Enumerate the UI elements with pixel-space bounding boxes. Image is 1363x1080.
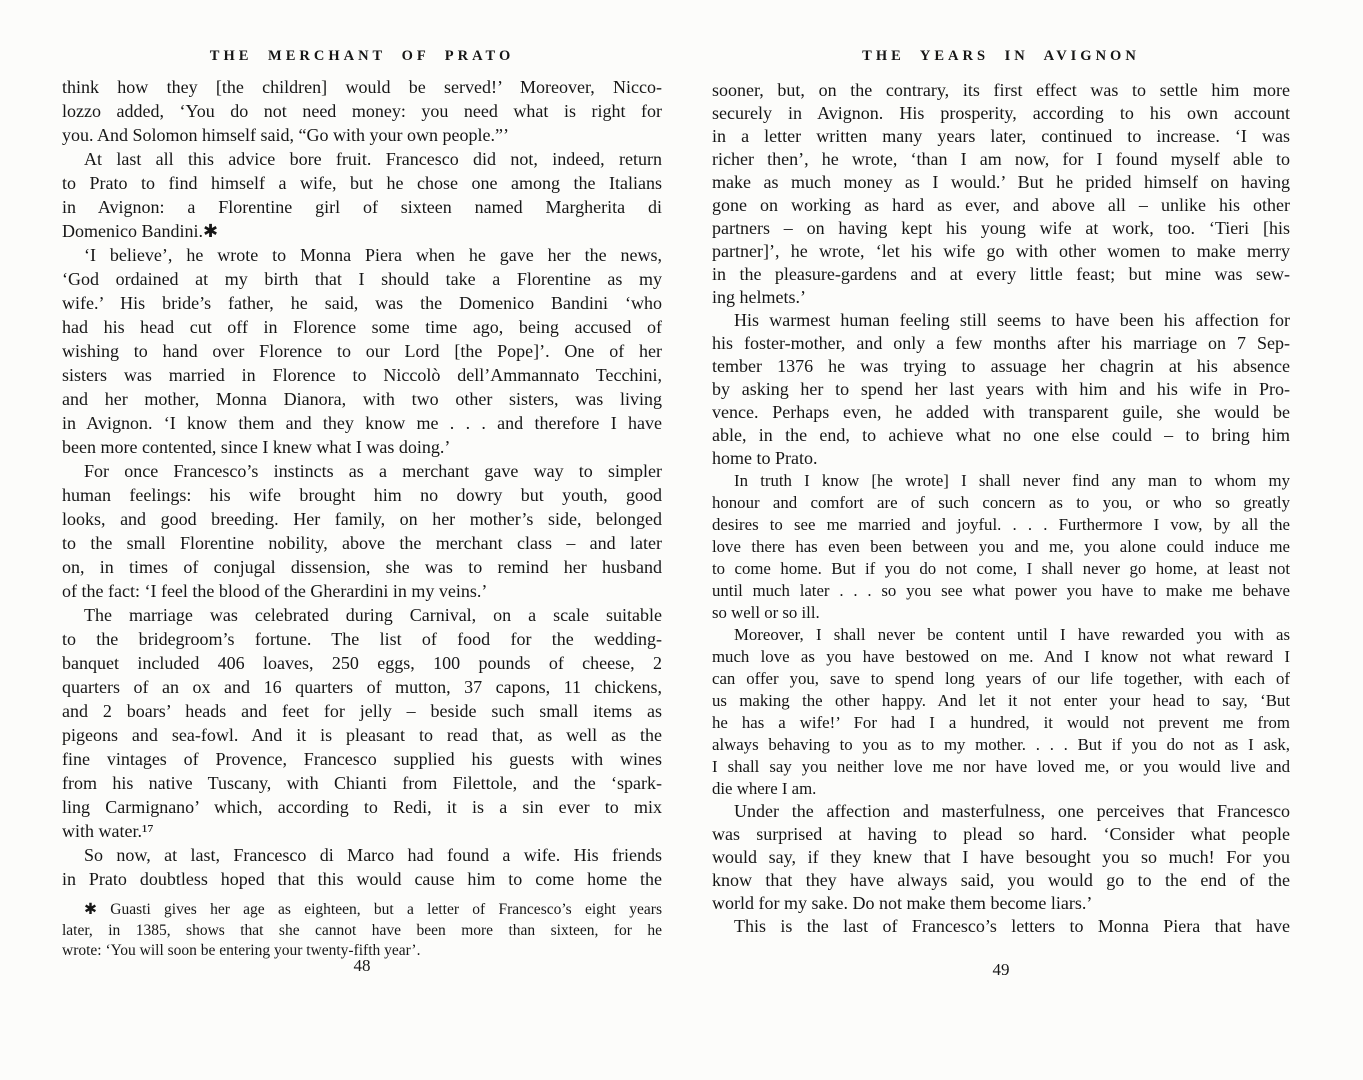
text-line: in a letter written many years later, continued to increase. ‘I was bbox=[712, 126, 1290, 146]
text-line: with water.¹⁷ bbox=[62, 821, 154, 841]
text-line: wife.’ His bride’s father, he said, was the Domenico Bandini ‘who bbox=[62, 293, 662, 313]
text-line: sisters was married in Florence to Niccolò dell’Ammannato Tecchini, bbox=[62, 365, 662, 385]
body-paragraph bbox=[62, 843, 662, 891]
footnote-paragraph bbox=[62, 900, 662, 962]
text-line: and 2 boars’ heads and feet for jelly – beside such small items as bbox=[62, 701, 662, 721]
text-line: make as much money as I would.’ But he prided himself on having bbox=[712, 172, 1290, 192]
text-line: would say, if they knew that I have besought you so much! For you bbox=[712, 847, 1290, 867]
text-line: think how they [the children] would be served!’ Moreover, Nicco- bbox=[62, 77, 662, 97]
text-line: wishing to hand over Florence to our Lord [the Pope]’. One of her bbox=[62, 341, 662, 361]
text-line: looks, and good breeding. Her family, on her mother’s side, belonged bbox=[62, 509, 662, 529]
body-paragraph bbox=[62, 603, 662, 843]
left-page-text bbox=[62, 75, 662, 891]
text-line: banquet included 406 loaves, 250 eggs, 100 pounds of cheese, 2 bbox=[62, 653, 662, 673]
text-line: securely in Avignon. His prosperity, according to his own account bbox=[712, 103, 1290, 123]
text-line: This is the last of Francesco’s letters to Monna Piera that have bbox=[734, 916, 1290, 936]
text-line: so well or so ill. bbox=[712, 603, 820, 622]
text-line: richer then’, he wrote, ‘than I am now, for I found myself able to bbox=[712, 149, 1290, 169]
text-line: tember 1376 he was trying to assuage her chagrin at his absence bbox=[712, 356, 1290, 376]
text-line: ing helmets.’ bbox=[712, 287, 806, 307]
body-paragraph bbox=[712, 915, 1290, 938]
text-line: I shall say you neither love me nor have loved me, or you would live and bbox=[712, 757, 1290, 776]
left-page-footnote bbox=[62, 900, 662, 962]
text-line: At last all this advice bore fruit. Francesco did not, indeed, return bbox=[84, 149, 662, 169]
text-line: pigeons and sea-fowl. And it is pleasant to read that, as well as the bbox=[62, 725, 662, 745]
text-line: of the fact: ‘I feel the blood of the Gherardini in my veins.’ bbox=[62, 581, 488, 601]
text-line: In truth I know [he wrote] I shall never find any man to whom my bbox=[734, 471, 1290, 490]
text-line: ‘I believe’, he wrote to Monna Piera when he gave her the news, bbox=[84, 245, 662, 265]
quoted-letter-paragraph bbox=[712, 470, 1290, 624]
text-line: had his head cut off in Florence some time ago, being accused of bbox=[62, 317, 662, 337]
text-line: ling Carmignano’ which, according to Redi, it is a sin ever to mix bbox=[62, 797, 662, 817]
text-line: and her mother, Monna Dianora, with two other sisters, was living bbox=[62, 389, 662, 409]
text-line: quarters of an ox and 16 quarters of mutton, 37 capons, 11 chickens, bbox=[62, 677, 662, 697]
text-line: he has a wife!’ For had I a hundred, it would not prevent me from bbox=[712, 713, 1290, 732]
text-line: in Prato doubtless hoped that this would cause him to come home the bbox=[62, 869, 662, 889]
text-line: desires to see me married and joyful. . . . Furthermore I vow, by all the bbox=[712, 515, 1290, 534]
text-line: always behaving to you as to my mother. . . . But if you do not as I ask, bbox=[712, 735, 1290, 754]
text-line: was surprised at having to plead so hard. ‘Consider what people bbox=[712, 824, 1290, 844]
text-line: For once Francesco’s instincts as a merchant gave way to simpler bbox=[84, 461, 662, 481]
text-line: Domenico Bandini.✱ bbox=[62, 221, 219, 241]
text-line: partners – on having kept his young wife at work, too. ‘Tieri [his bbox=[712, 218, 1290, 238]
right-page-number: 49 bbox=[992, 960, 1010, 979]
text-line: love there has even been between you and me, you alone could induce me bbox=[712, 537, 1290, 556]
text-line: partner]’, he wrote, ‘let his wife go with other women to make merry bbox=[712, 241, 1290, 261]
text-line: vence. Perhaps even, he added with transparent guile, she would be bbox=[712, 402, 1290, 422]
text-line: can offer you, save to spend long years of our life together, with each of bbox=[712, 669, 1290, 688]
left-page bbox=[62, 0, 662, 1080]
text-line: to come home. But if you do not come, I shall never go home, at least not bbox=[712, 559, 1290, 578]
text-line: to the small Florentine nobility, above the merchant class – and later bbox=[62, 533, 662, 553]
quoted-letter-paragraph bbox=[712, 624, 1290, 800]
body-paragraph bbox=[712, 309, 1290, 470]
text-line: know that they have always said, you would go to the end of the bbox=[712, 870, 1290, 890]
left-page-number: 48 bbox=[353, 956, 371, 975]
text-line: until much later . . . so you see what power you have to make me behave bbox=[712, 581, 1290, 600]
text-line: ‘God ordained at my birth that I should take a Florentine as my bbox=[62, 269, 662, 289]
text-line: to Prato to find himself a wife, but he chose one among the Italians bbox=[62, 173, 662, 193]
left-running-head: THE MERCHANT OF PRATO bbox=[209, 48, 515, 64]
text-line: in the pleasure-gardens and at every little feast; but mine was sew- bbox=[712, 264, 1290, 284]
text-line: So now, at last, Francesco di Marco had found a wife. His friends bbox=[84, 845, 662, 865]
text-line: in Avignon. ‘I know them and they know me . . . and therefore I have bbox=[62, 413, 662, 433]
text-line: on, in times of conjugal dissension, she was to remind her husband bbox=[62, 557, 662, 577]
text-line: to the bridegroom’s fortune. The list of food for the wedding- bbox=[62, 629, 662, 649]
text-line: Moreover, I shall never be content until I have rewarded you with as bbox=[734, 625, 1290, 644]
body-paragraph bbox=[712, 79, 1290, 309]
text-line: His warmest human feeling still seems to have been his affection for bbox=[734, 310, 1290, 330]
text-line: much love as you have bestowed on me. And I know not what reward I bbox=[712, 647, 1290, 666]
text-line: in Avignon: a Florentine girl of sixteen named Margherita di bbox=[62, 197, 662, 217]
body-paragraph bbox=[62, 75, 662, 147]
text-line: you. And Solomon himself said, “Go with your own people.”’ bbox=[62, 125, 509, 145]
body-paragraph bbox=[712, 800, 1290, 915]
text-line: honour and comfort are of such concern as to you, or who so greatly bbox=[712, 493, 1290, 512]
text-line: from his native Tuscany, with Chianti from Filettole, and the ‘spark- bbox=[62, 773, 662, 793]
text-line: later, in 1385, shows that she cannot have been more than sixteen, for he bbox=[62, 921, 662, 939]
body-paragraph bbox=[62, 147, 662, 243]
text-line: wrote: ‘You will soon be entering your twenty-fifth year’. bbox=[62, 942, 421, 959]
text-line: able, in the end, to achieve what no one else could – to bring him bbox=[712, 425, 1290, 445]
text-line: by asking her to spend her last years with him and his wife in Pro- bbox=[712, 379, 1290, 399]
text-line: lozzo added, ‘You do not need money: you need what is right for bbox=[62, 101, 662, 121]
right-running-head: THE YEARS IN AVIGNON bbox=[862, 48, 1140, 64]
text-line: gone on working as hard as ever, and above all – unlike his other bbox=[712, 195, 1290, 215]
right-page bbox=[712, 0, 1290, 1080]
text-line: Under the affection and masterfulness, one perceives that Francesco bbox=[734, 801, 1290, 821]
text-line: human feelings: his wife brought him no dowry but youth, good bbox=[62, 485, 662, 505]
text-line: his foster-mother, and only a few months after his marriage on 7 Sep- bbox=[712, 333, 1290, 353]
text-line: home to Prato. bbox=[712, 448, 818, 468]
body-paragraph bbox=[62, 243, 662, 459]
text-line: die where I am. bbox=[712, 779, 817, 798]
text-line: The marriage was celebrated during Carnival, on a scale suitable bbox=[84, 605, 662, 625]
body-paragraph bbox=[62, 459, 662, 603]
text-line: sooner, but, on the contrary, its first effect was to settle him more bbox=[712, 80, 1290, 100]
text-line: world for my sake. Do not make them become liars.’ bbox=[712, 893, 1093, 913]
right-page-text bbox=[712, 79, 1290, 938]
text-line: ✱ Guasti gives her age as eighteen, but a letter of Francesco’s eight years bbox=[84, 901, 662, 918]
text-line: fine vintages of Provence, Francesco supplied his guests with wines bbox=[62, 749, 662, 769]
text-line: us making the other happy. And let it not enter your head to say, ‘But bbox=[712, 691, 1290, 710]
text-line: been more contented, since I knew what I was doing.’ bbox=[62, 437, 451, 457]
